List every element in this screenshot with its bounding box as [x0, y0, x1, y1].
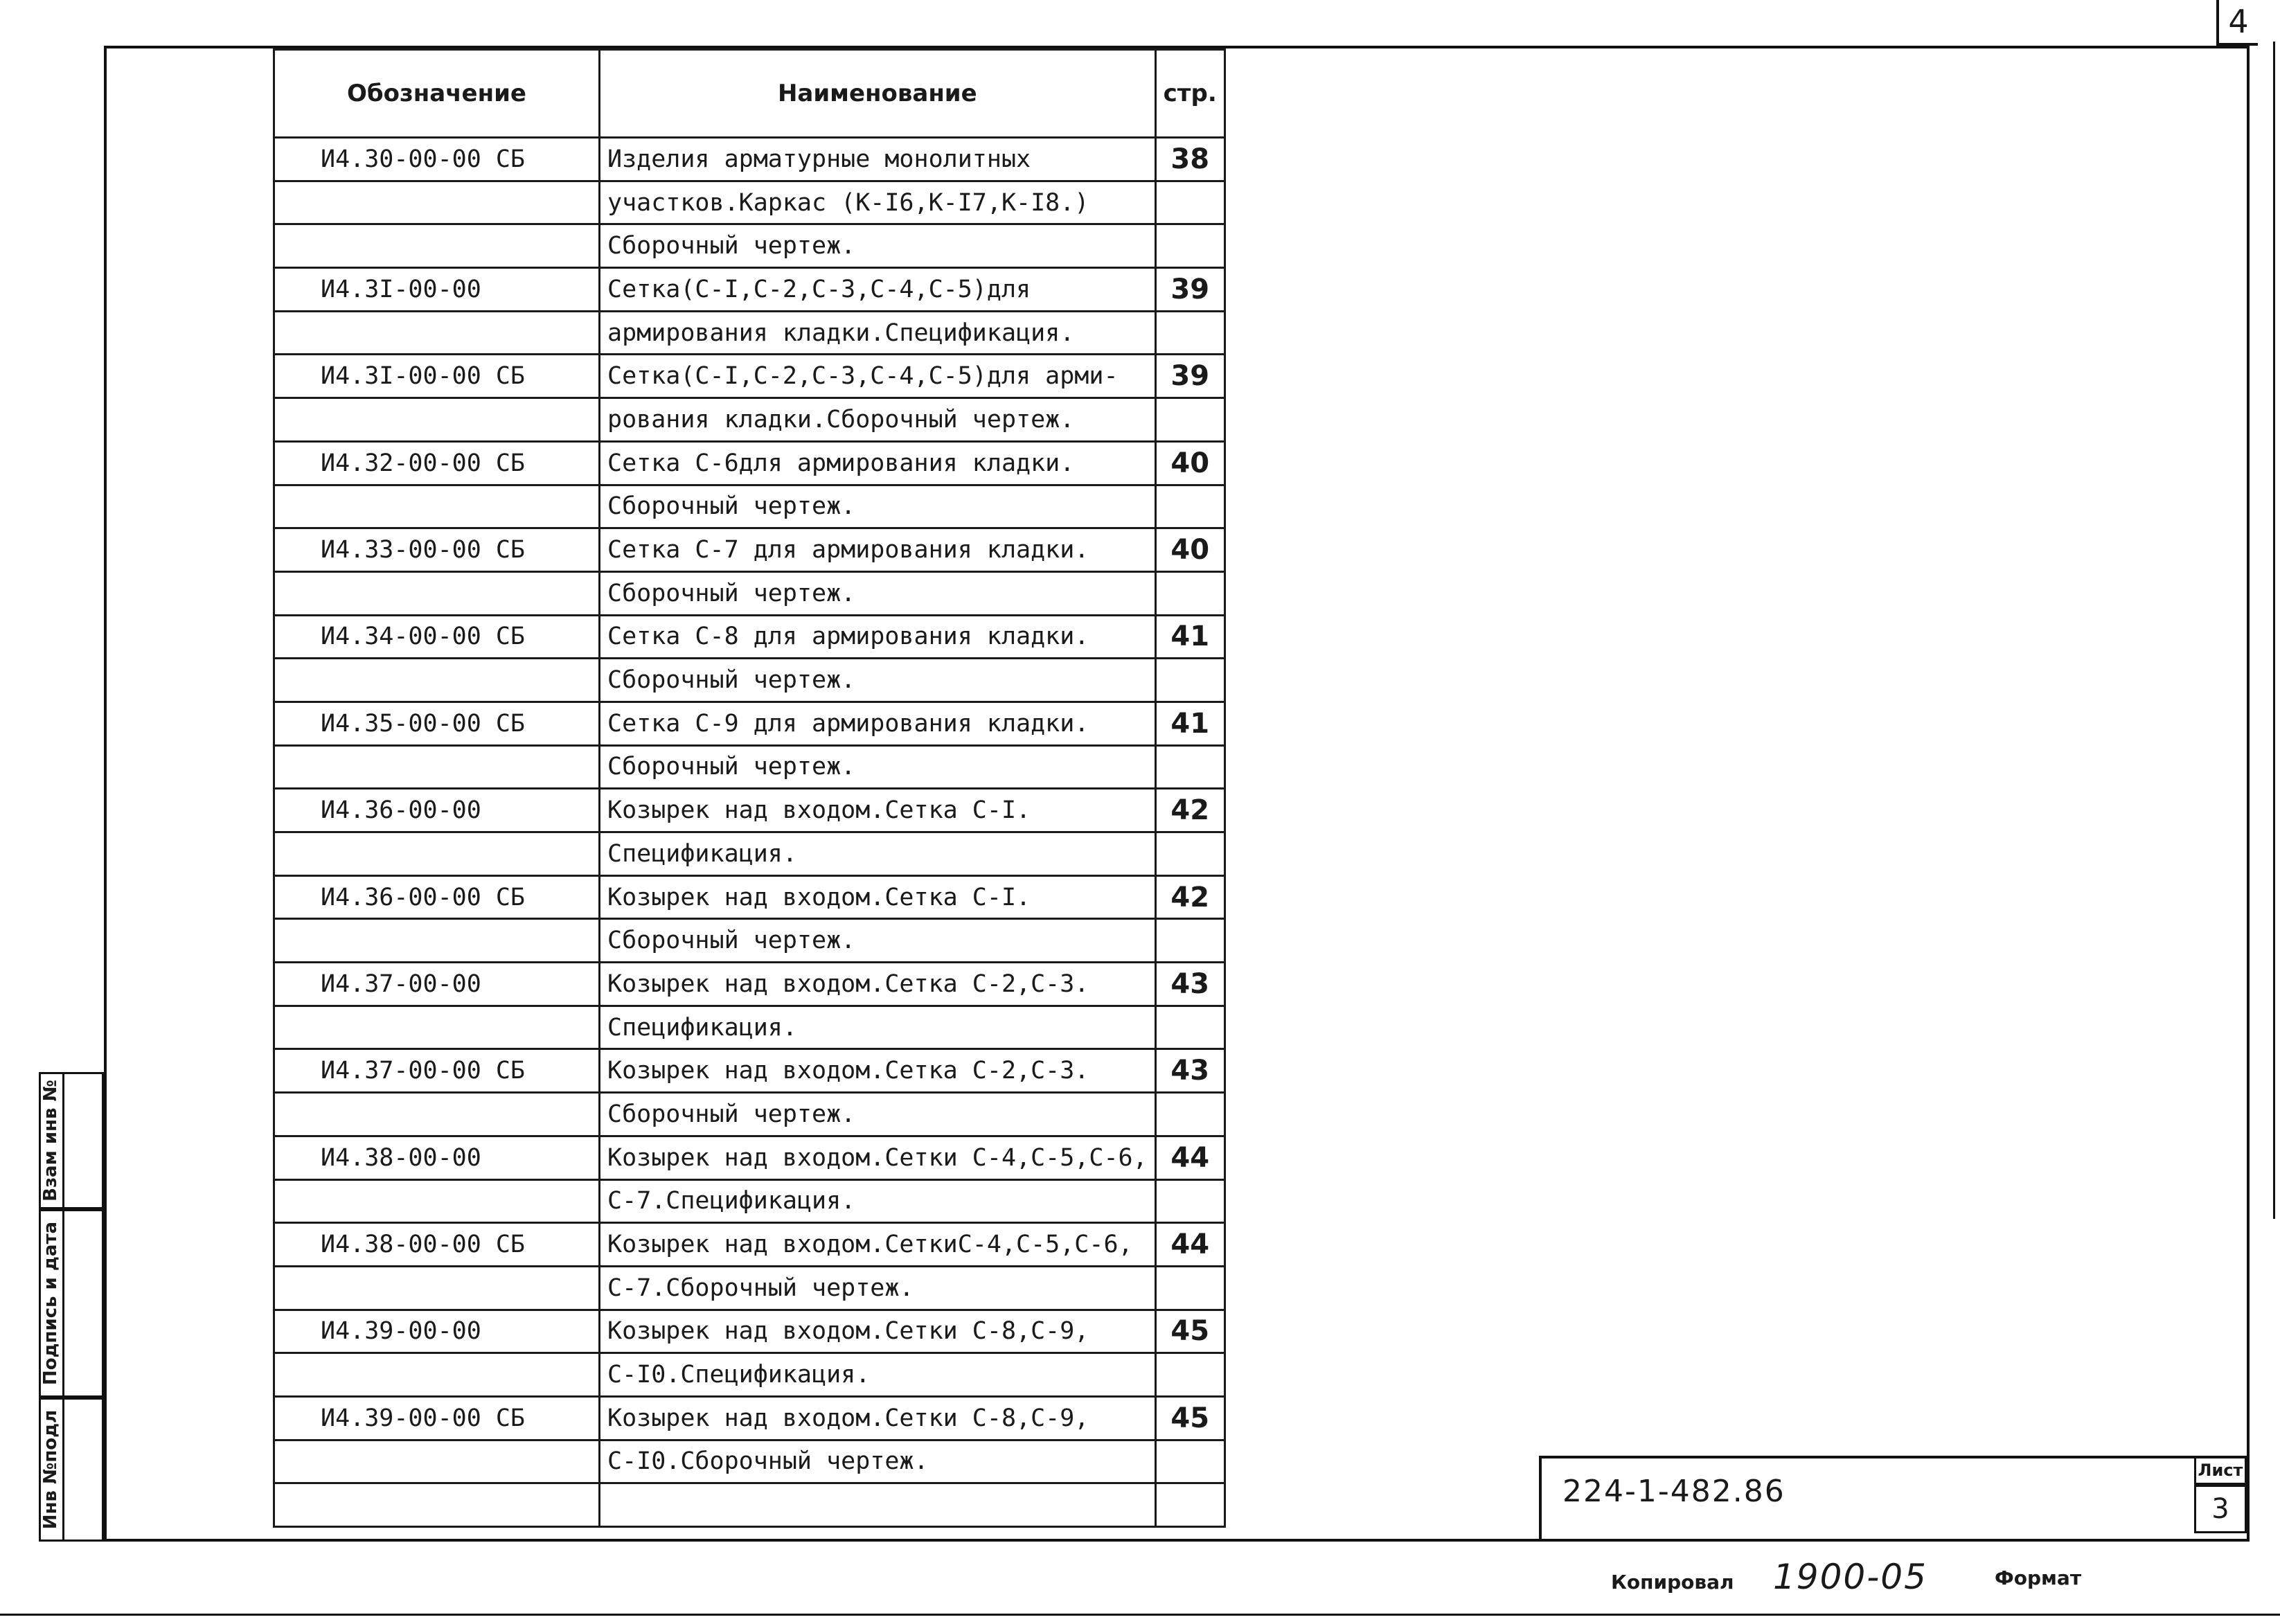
cell-page: 42	[1155, 789, 1224, 832]
cell-designation: И4.32-00-00 СБ	[274, 441, 600, 485]
cell-page: 44	[1155, 1136, 1224, 1179]
cell-name: С-I0.Сборочный чертеж.	[600, 1440, 1156, 1483]
cell-designation: И4.37-00-00 СБ	[274, 1049, 600, 1093]
cell-name: Сборочный чертеж.	[600, 659, 1156, 702]
cell-designation	[274, 311, 600, 355]
side-label-replace-inv: Взам инв №	[40, 1080, 61, 1202]
cell-page	[1155, 1093, 1224, 1136]
table-row	[274, 1223, 1225, 1267]
table-row	[274, 355, 1225, 398]
cell-designation	[274, 659, 600, 702]
cell-designation	[274, 181, 600, 224]
cell-page	[1155, 1353, 1224, 1397]
cell-name: Козырек над входом.Сетка С-I.	[600, 875, 1156, 919]
cell-page	[1155, 571, 1224, 615]
cell-designation: И4.37-00-00	[274, 963, 600, 1006]
cell-name: Сетка С-9 для армирования кладки.	[600, 702, 1156, 745]
cell-name: Козырек над входом.Сетка С-2,С-3.	[600, 1049, 1156, 1093]
cell-name: С-7.Спецификация.	[600, 1179, 1156, 1223]
cell-name	[600, 1483, 1156, 1527]
header-designation: Обозначение	[274, 50, 600, 138]
cell-name: Сборочный чертеж.	[600, 745, 1156, 789]
cell-designation	[274, 832, 600, 876]
sheet-number: 3	[2194, 1485, 2247, 1533]
cell-designation: И4.3I-00-00 СБ	[274, 355, 600, 398]
cell-designation	[274, 485, 600, 528]
table-row	[274, 1310, 1225, 1353]
cell-designation: И4.34-00-00 СБ	[274, 615, 600, 659]
cell-page	[1155, 1179, 1224, 1223]
table-row	[274, 1396, 1225, 1440]
cell-name: С-7.Сборочный чертеж.	[600, 1266, 1156, 1310]
side-label-signature-date: Подпись и дата	[40, 1221, 62, 1386]
table-row	[274, 1483, 1225, 1527]
table-row	[274, 1093, 1225, 1136]
table-row	[274, 919, 1225, 963]
cell-name: С-I0.Спецификация.	[600, 1353, 1156, 1397]
page-corner-number: 4	[2216, 0, 2258, 46]
cell-name: Сетка С-7 для армирования кладки.	[600, 528, 1156, 572]
cell-page	[1155, 224, 1224, 268]
table-row	[274, 1179, 1225, 1223]
cell-name: участков.Каркас (К-I6,К-I7,К-I8.)	[600, 181, 1156, 224]
cell-page	[1155, 1266, 1224, 1310]
cell-name: Козырек над входом.Сетки С-8,С-9,	[600, 1310, 1156, 1353]
table-row	[274, 832, 1225, 876]
table-row	[274, 875, 1225, 919]
cell-name: Козырек над входом.Сетки С-4,С-5,С-6,	[600, 1136, 1156, 1179]
cell-designation: И4.30-00-00 СБ	[274, 138, 600, 181]
header-page: стр.	[1155, 50, 1224, 138]
cell-page	[1155, 745, 1224, 789]
cell-page	[1155, 832, 1224, 876]
table-row	[274, 398, 1225, 442]
cell-page	[1155, 659, 1224, 702]
table-row	[274, 571, 1225, 615]
cell-name: Сетка С-6для армирования кладки.	[600, 441, 1156, 485]
cell-page	[1155, 485, 1224, 528]
table-row	[274, 1353, 1225, 1397]
cell-name: Козырек над входом.СеткиС-4,С-5,С-6,	[600, 1223, 1156, 1267]
table-row	[274, 441, 1225, 485]
cell-name: Изделия арматурные монолитных	[600, 138, 1156, 181]
cell-designation	[274, 1266, 600, 1310]
cell-designation	[274, 1353, 600, 1397]
cell-page: 40	[1155, 441, 1224, 485]
cell-name: Сетка С-8 для армирования кладки.	[600, 615, 1156, 659]
table-row	[274, 1266, 1225, 1310]
cell-page: 43	[1155, 963, 1224, 1006]
table-row	[274, 224, 1225, 268]
footer-copied-label: Копировал	[1611, 1571, 1734, 1594]
table-row	[274, 615, 1225, 659]
footer-format-label: Формат	[1995, 1567, 2082, 1589]
table-row	[274, 1136, 1225, 1179]
cell-name: Козырек над входом.Сетка С-I.	[600, 789, 1156, 832]
cell-designation	[274, 1179, 600, 1223]
cell-name: Сборочный чертеж.	[600, 571, 1156, 615]
cell-designation	[274, 1483, 600, 1527]
cell-designation	[274, 571, 600, 615]
cell-page	[1155, 919, 1224, 963]
cell-page: 39	[1155, 355, 1224, 398]
cell-page: 43	[1155, 1049, 1224, 1093]
table-row	[274, 659, 1225, 702]
cell-designation	[274, 1006, 600, 1049]
table-row	[274, 528, 1225, 572]
cell-designation: И4.39-00-00 СБ	[274, 1396, 600, 1440]
table-row	[274, 745, 1225, 789]
table-row	[274, 485, 1225, 528]
cell-designation: И4.35-00-00 СБ	[274, 702, 600, 745]
cell-designation: И4.33-00-00 СБ	[274, 528, 600, 572]
sheet-label: Лист	[2194, 1456, 2247, 1485]
cell-designation	[274, 745, 600, 789]
cell-page	[1155, 311, 1224, 355]
cell-designation	[274, 224, 600, 268]
cell-page	[1155, 398, 1224, 442]
cell-designation: И4.36-00-00	[274, 789, 600, 832]
cell-designation	[274, 1093, 600, 1136]
cell-designation: И4.38-00-00 СБ	[274, 1223, 600, 1267]
footer-copied-number: 1900-05	[1773, 1557, 1927, 1597]
cell-page: 41	[1155, 702, 1224, 745]
cell-page: 42	[1155, 875, 1224, 919]
table-row	[274, 1006, 1225, 1049]
table-row	[274, 1049, 1225, 1093]
cell-designation	[274, 398, 600, 442]
cell-name: Козырек над входом.Сетка С-2,С-3.	[600, 963, 1156, 1006]
table-row	[274, 311, 1225, 355]
cell-page	[1155, 1440, 1224, 1483]
right-margin-line	[2273, 42, 2275, 1219]
cell-designation: И4.36-00-00 СБ	[274, 875, 600, 919]
table-row	[274, 268, 1225, 312]
cell-page	[1155, 181, 1224, 224]
table-row	[274, 702, 1225, 745]
table-row	[274, 138, 1225, 181]
cell-name: Сетка(С-I,С-2,С-3,С-4,С-5)для	[600, 268, 1156, 312]
cell-name: Спецификация.	[600, 832, 1156, 876]
cell-name: Сетка(С-I,С-2,С-3,С-4,С-5)для арми-	[600, 355, 1156, 398]
cell-name: Сборочный чертеж.	[600, 224, 1156, 268]
table-row	[274, 963, 1225, 1006]
cell-page: 44	[1155, 1223, 1224, 1267]
cell-designation	[274, 919, 600, 963]
cell-name: Козырек над входом.Сетки С-8,С-9,	[600, 1396, 1156, 1440]
cell-designation: И4.39-00-00	[274, 1310, 600, 1353]
table-row	[274, 181, 1225, 224]
cell-name: Сборочный чертеж.	[600, 485, 1156, 528]
cell-designation	[274, 1440, 600, 1483]
cell-page: 45	[1155, 1396, 1224, 1440]
cell-designation: И4.38-00-00	[274, 1136, 600, 1179]
cell-name: Спецификация.	[600, 1006, 1156, 1049]
table-header-row	[274, 50, 1225, 138]
table-body	[274, 138, 1225, 1527]
cell-page	[1155, 1006, 1224, 1049]
cell-page: 38	[1155, 138, 1224, 181]
cell-page: 39	[1155, 268, 1224, 312]
header-name: Наименование	[600, 50, 1156, 138]
cell-designation: И4.3I-00-00	[274, 268, 600, 312]
contents-table	[273, 48, 1226, 1528]
cell-name: Сборочный чертеж.	[600, 919, 1156, 963]
cell-name: армирования кладки.Спецификация.	[600, 311, 1156, 355]
cell-page	[1155, 1483, 1224, 1527]
cell-page: 40	[1155, 528, 1224, 572]
cell-name: Сборочный чертеж.	[600, 1093, 1156, 1136]
document-code: 224-1-482.86	[1562, 1474, 1785, 1509]
table-row	[274, 789, 1225, 832]
cell-name: рования кладки.Сборочный чертеж.	[600, 398, 1156, 442]
side-stamp-divider	[62, 1072, 64, 1542]
cell-page: 41	[1155, 615, 1224, 659]
cell-page: 45	[1155, 1310, 1224, 1353]
table-row	[274, 1440, 1225, 1483]
bottom-edge-line	[0, 1614, 2280, 1616]
side-label-original-inv: Инв №подл	[40, 1409, 62, 1530]
